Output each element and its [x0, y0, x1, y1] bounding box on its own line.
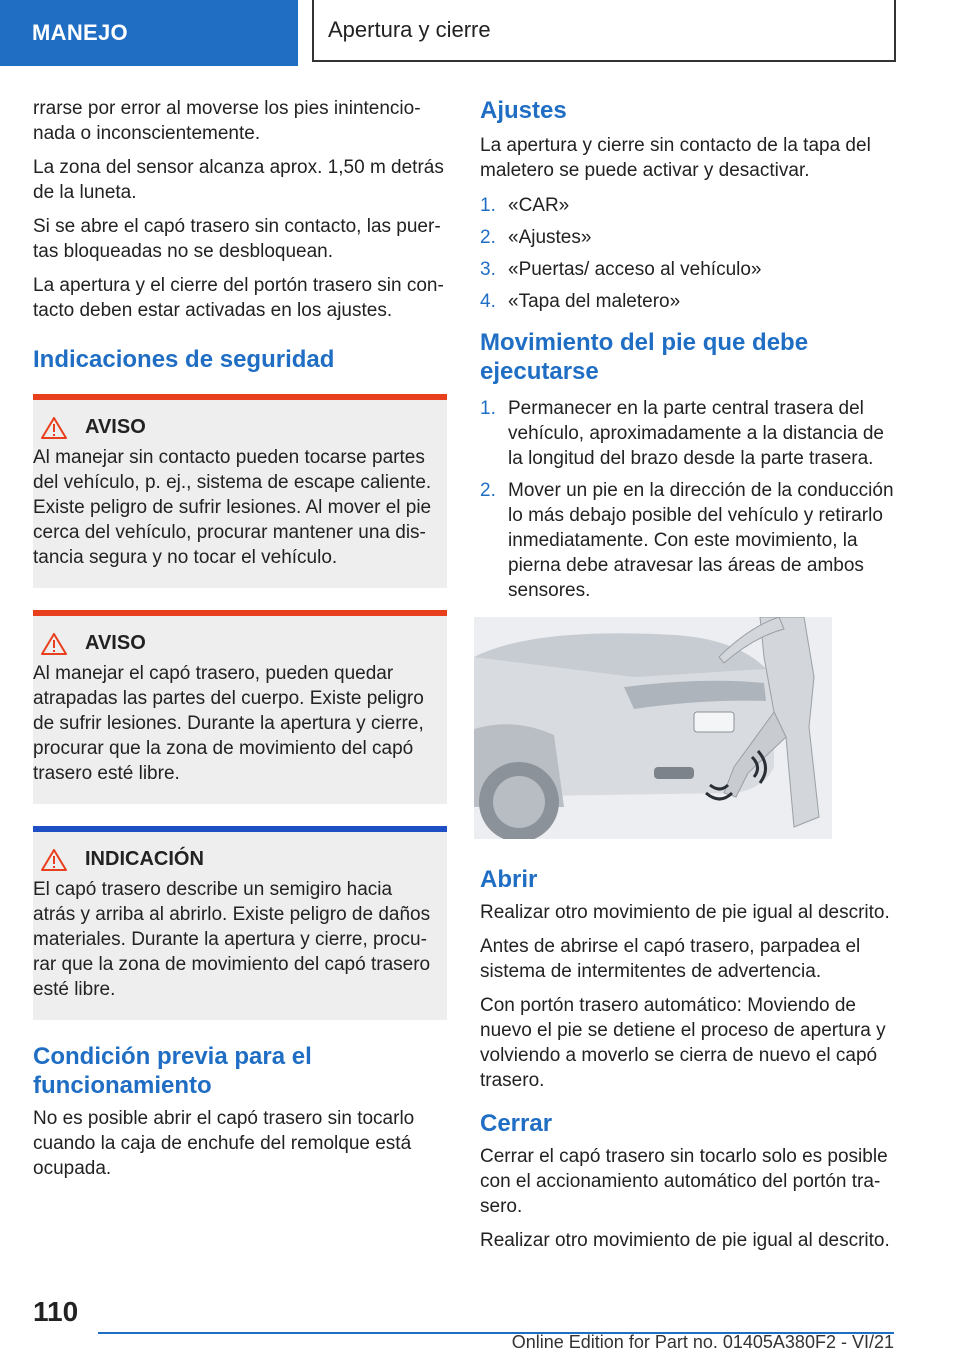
list-item: 2. Mover un pie en la dirección de la conducción lo más debajo posible del vehículo y retirarlo inmediatamente. Con este movimiento, la pierna debe atravesar las áreas de ambos sensores. [480, 480, 894, 601]
warning-text: Al manejar el capó trasero, pueden quedar atrapadas las partes del cuerpo. Existe peligro de sufrir lesiones. Durante la apertura y cierre, procurar que la zona de movimiento del capó trasero esté libre. [33, 663, 424, 784]
warning-box-2 [33, 610, 447, 804]
intro-paragraph: La apertura y el cierre del portón trasero sin contacto deben estar activadas en los ajustes. [33, 275, 444, 321]
close-text: Cerrar el capó trasero sin tocarlo solo es posible con el accionamiento automático del portón trasero. [480, 1146, 888, 1217]
close-text: Realizar otro movimiento de pie igual al descrito. [480, 1230, 890, 1251]
open-text: Con portón trasero automático: Moviendo de nuevo el pie se detiene el proceso de apertura y volviendo a moverlo se cierra de nuevo el capó trasero. [480, 995, 886, 1091]
caution-triangle-icon [41, 849, 67, 871]
note-text: El capó trasero describe un semigiro hacia atrás y arriba al abrirlo. Existe peligro de daños materiales. Durante la apertura y cierre, procurar que la zona de movimiento del capó trasero esté libre. [33, 879, 431, 1000]
chapter-title: Apertura y cierre [312, 0, 896, 62]
page-number: 110 [33, 1296, 79, 1327]
movement-steps [480, 396, 894, 603]
settings-text: La apertura y cierre sin contacto de la tapa del maletero se puede activar y desactivar. [480, 135, 871, 181]
warning-triangle-icon [41, 417, 67, 439]
open-heading: Abrir [480, 866, 538, 893]
open-text: Antes de abrirse el capó trasero, parpadea el sistema de intermitentes de advertencia. [480, 936, 861, 982]
intro-paragraph: rrarse por error al moverse los pies inintencionada o inconscientemente. [33, 98, 421, 144]
list-item: 4. «Tapa del maletero» [480, 291, 681, 312]
note-box [33, 826, 447, 1020]
settings-heading: Ajustes [480, 97, 567, 124]
car-foot-illustration [474, 617, 832, 839]
intro-paragraph: La zona del sensor alcanza aprox. 1,50 m detrás de la luneta. [33, 157, 444, 203]
section-tab: MANEJO [0, 0, 298, 66]
list-item: 1. «CAR» [480, 195, 570, 216]
warning-triangle-icon [41, 633, 67, 655]
list-item: 3. «Puertas/ acceso al vehículo» [480, 259, 762, 280]
open-text: Realizar otro movimiento de pie igual al descrito. [480, 902, 890, 923]
list-item: 2. «Ajustes» [480, 227, 592, 248]
precondition-heading: Condición previa para el funcionamiento [33, 1043, 312, 1099]
close-heading: Cerrar [480, 1110, 553, 1137]
warning-box-1 [33, 394, 447, 588]
precondition-text: No es posible abrir el capó trasero sin tocarlo cuando la caja de enchufe del remolque está ocupada. [33, 1108, 415, 1179]
safety-heading: Indicaciones de seguridad [33, 346, 335, 373]
edition-info: Online Edition for Part no. 01405A380F2 - VI/21 [511, 1332, 894, 1352]
left-column [33, 96, 447, 1190]
warning-text: Al manejar sin contacto pueden tocarse partes del vehículo, p. ej., sistema de escape caliente. Existe peligro de sufrir lesiones. Al mover el pie cerca del vehículo, procurar mantener una distancia segura y no tocar el vehículo. [33, 447, 432, 568]
page-header [0, 0, 960, 66]
list-item: 1. Permanecer en la parte central trasera del vehículo, aproximadamente a la distancia de la longitud del brazo desde la parte trasera. [480, 398, 885, 469]
movement-heading: Movimiento del pie que debe ejecutarse [480, 329, 809, 385]
right-column [480, 96, 894, 1262]
settings-steps [480, 193, 894, 314]
note-title: INDICACIÓN [85, 848, 204, 870]
warning-title: AVISO [85, 632, 146, 654]
intro-paragraph: Si se abre el capó trasero sin contacto, las puertas bloqueadas no se desbloquean. [33, 216, 441, 262]
warning-title: AVISO [85, 416, 146, 438]
